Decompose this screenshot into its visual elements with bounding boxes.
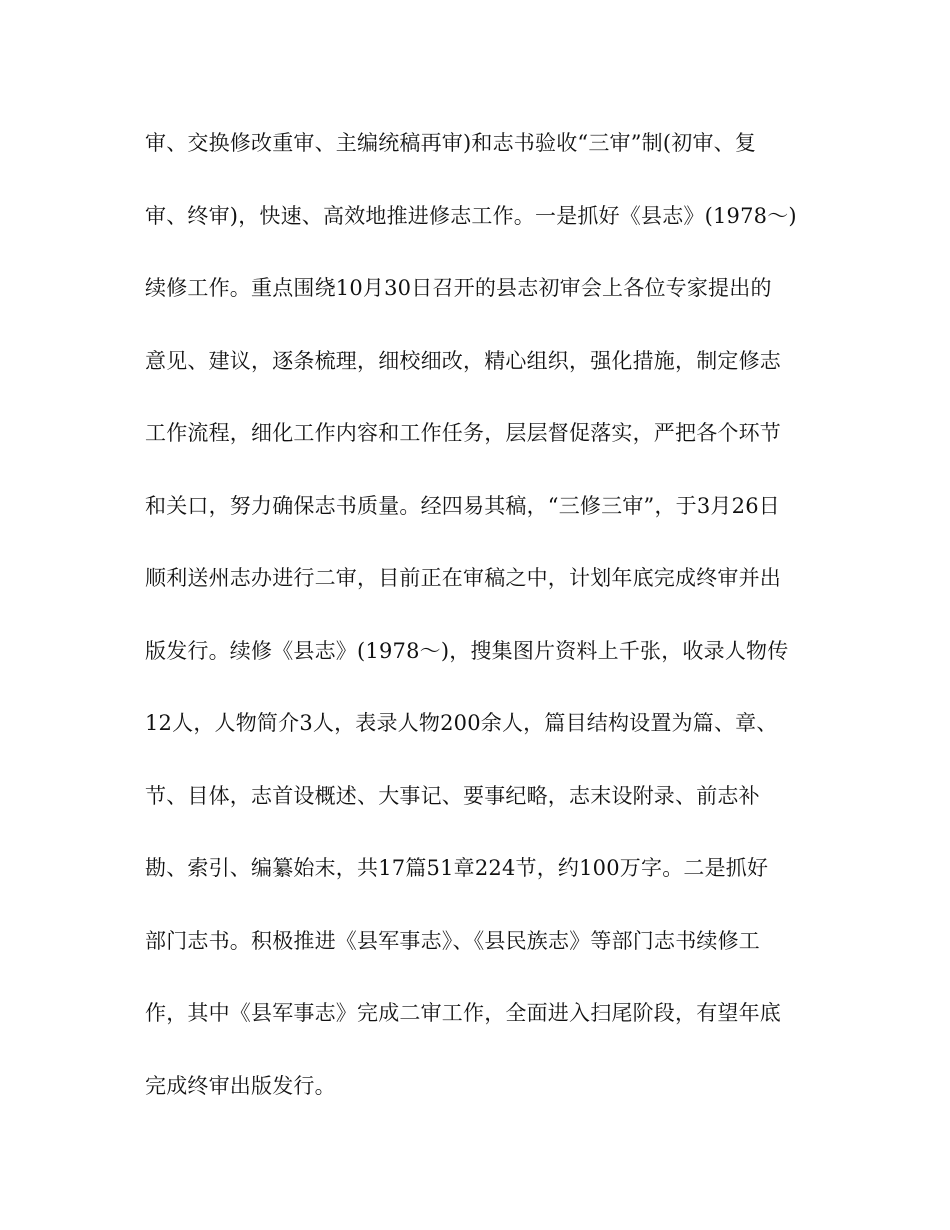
body-paragraph — [145, 118, 845, 1133]
text-line: 12人，人物简介3人，表录人物200余人，篇目结构设置为篇、章、 — [145, 711, 778, 735]
text-line: 和关口，努力确保志书质量。经四易其稿，“三修三审”，于3月26日 — [145, 493, 780, 518]
text-line: 审、终审)，快速、高效地推进修志工作。一是抓好《县志》(1978～) — [145, 203, 797, 228]
text-line: 部门志书。积极推进《县军事志》、《县民族志》等部门志书续修工 — [145, 928, 760, 953]
text-line: 版发行。续修《县志》(1978～)，搜集图片资料上千张，收录人物传 — [145, 638, 789, 663]
text-line: 审、交换修改重审、主编统稿再审)和志书验收“三审”制(初审、复 — [145, 131, 757, 155]
text-line: 顺利送州志办进行二审，目前正在审稿之中，计划年底完成终审并出 — [145, 566, 781, 590]
text-line: 意见、建议，逐条梳理，细校细改，精心组织，强化措施，制定修志 — [145, 348, 781, 373]
text-line: 续修工作。重点围绕10月30日召开的县志初审会上各位专家提出的 — [145, 276, 772, 300]
text-line: 勘、索引、编纂始末，共17篇51章224节，约100万字。二是抓好 — [145, 856, 769, 880]
text-line: 节、目体，志首设概述、大事记、要事纪略，志末设附录、前志补 — [145, 783, 760, 808]
text-line: 完成终审出版发行。 — [145, 1073, 336, 1098]
text-line: 作，其中《县军事志》完成二审工作，全面进入扫尾阶段，有望年底 — [145, 1001, 781, 1025]
text-line: 工作流程，细化工作内容和工作任务，层层督促落实，严把各个环节 — [145, 421, 781, 445]
